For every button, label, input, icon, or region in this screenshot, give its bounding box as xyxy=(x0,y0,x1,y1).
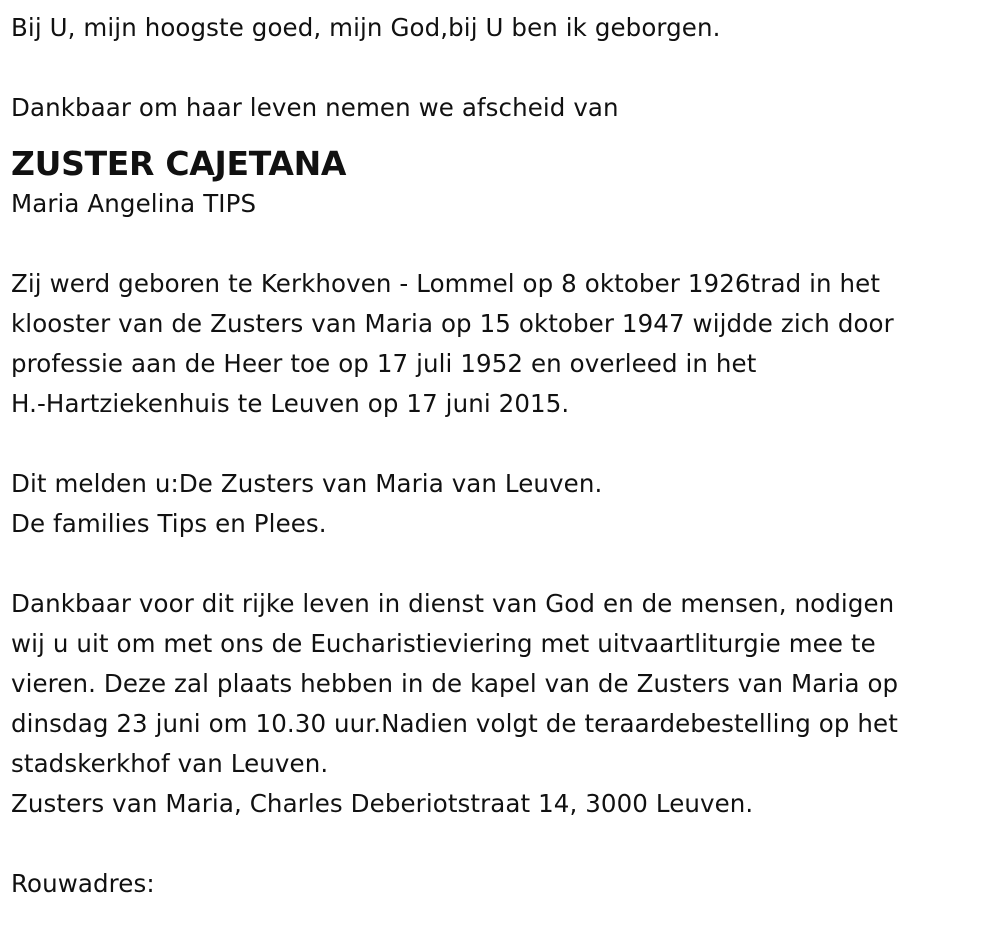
spacer xyxy=(11,544,986,584)
deceased-title: ZUSTER CAJETANA xyxy=(11,144,347,183)
mourning-address-label: Rouwadres: xyxy=(11,869,155,898)
biography-paragraph xyxy=(11,264,986,424)
biography-line: professie aan de Heer toe op 17 juli 1952 en overleed in het xyxy=(11,349,757,378)
biography-line: klooster van de Zusters van Maria op 15 oktober 1947 wijdde zich door xyxy=(11,309,894,338)
ceremony-line: vieren. Deze zal plaats hebben in de kapel van de Zusters van Maria op xyxy=(11,669,899,698)
biography-line: Zij werd geboren te Kerkhoven - Lommel op 8 oktober 1926trad in het xyxy=(11,269,881,298)
ceremony-line: wij u uit om met ons de Eucharistieviering met uitvaartliturgie mee te xyxy=(11,629,876,658)
announcer-line: Dit melden u:De Zusters van Maria van Leuven. xyxy=(11,469,603,498)
spacer xyxy=(11,824,986,864)
spacer xyxy=(11,224,986,264)
obituary-document xyxy=(11,8,986,904)
ceremony-line: stadskerkhof van Leuven. xyxy=(11,749,329,778)
spacer xyxy=(11,48,986,88)
ceremony-paragraph xyxy=(11,584,986,824)
address-line: Zusters van Maria, Charles Deberiotstraat 14, 3000 Leuven. xyxy=(11,789,754,818)
deceased-civil-name: Maria Angelina TIPS xyxy=(11,189,257,218)
intro-line: Dankbaar om haar leven nemen we afscheid van xyxy=(11,93,619,122)
biography-line: H.-Hartziekenhuis te Leuven op 17 juni 2015. xyxy=(11,389,570,418)
spacer xyxy=(11,424,986,464)
ceremony-line: dinsdag 23 juni om 10.30 uur.Nadien volgt de teraardebestelling op het xyxy=(11,709,898,738)
opening-verse: Bij U, mijn hoogste goed, mijn God,bij U ben ik geborgen. xyxy=(11,13,721,42)
announcers-paragraph xyxy=(11,464,986,544)
announcer-line: De families Tips en Plees. xyxy=(11,509,327,538)
ceremony-line: Dankbaar voor dit rijke leven in dienst van God en de mensen, nodigen xyxy=(11,589,895,618)
